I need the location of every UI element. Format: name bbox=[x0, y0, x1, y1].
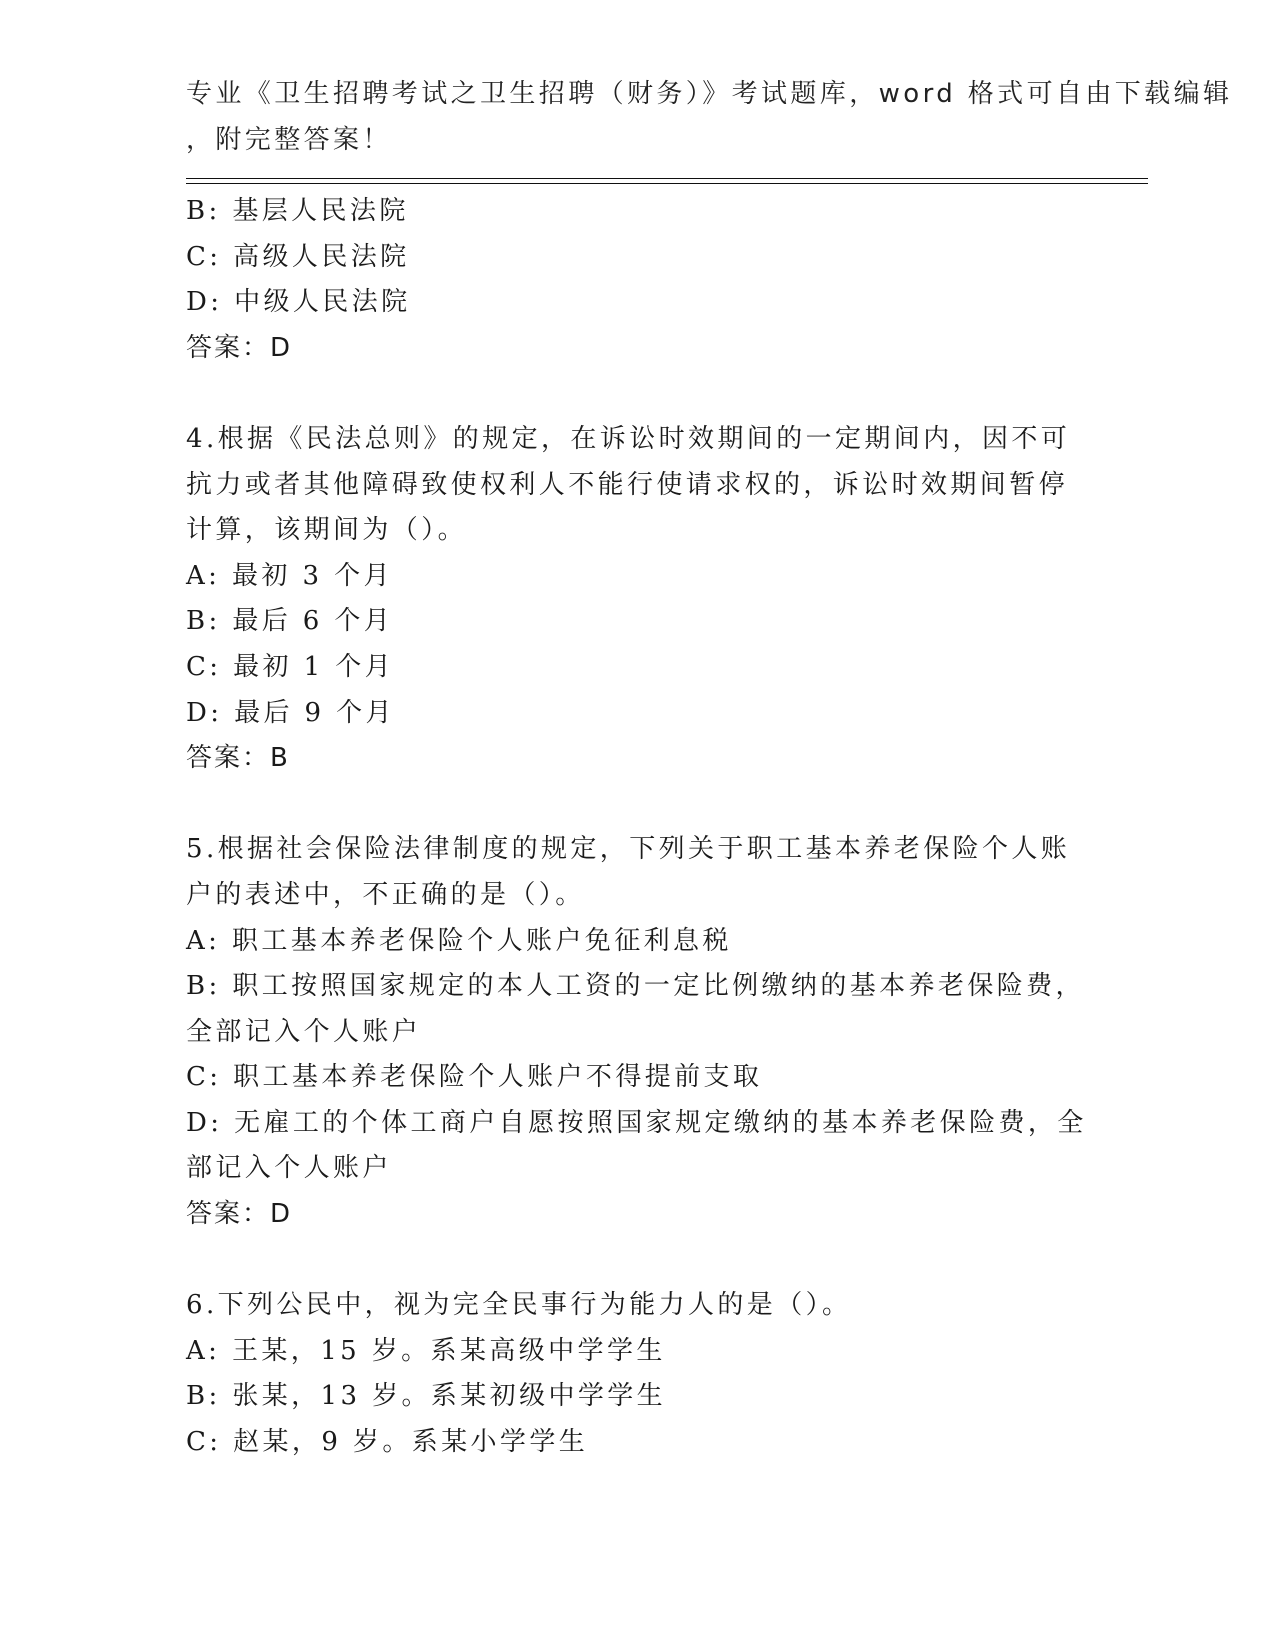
q5-option-d-line: D: 无雇工的个体工商户自愿按照国家规定缴纳的基本养老保险费，全 bbox=[186, 1107, 1087, 1138]
q4-stem-line: 抗力或者其他障碍致使权利人不能行使请求权的，诉讼时效期间暂停 bbox=[186, 469, 1069, 500]
q6-option-b: B: 张某，13 岁。系某初级中学学生 bbox=[186, 1381, 667, 1412]
document-header bbox=[186, 72, 1233, 163]
q3-option-c: C: 高级人民法院 bbox=[186, 241, 410, 272]
header-rule-top bbox=[186, 178, 1148, 179]
q5-option-a: A: 职工基本养老保险个人账户免征利息税 bbox=[186, 925, 732, 956]
q4-option-a: A: 最初 3 个月 bbox=[186, 560, 393, 591]
spacer bbox=[186, 782, 1086, 828]
q5-stem-line: 户的表述中，不正确的是（）。 bbox=[186, 879, 585, 910]
q6-option-a: A: 王某，15 岁。系某高级中学学生 bbox=[186, 1335, 666, 1366]
q4-stem-line: 4.根据《民法总则》的规定，在诉讼时效期间的一定期间内，因不可 bbox=[186, 423, 1071, 454]
q4-option-b: B: 最后 6 个月 bbox=[186, 606, 394, 637]
q3-answer: 答案：D bbox=[186, 332, 293, 363]
q5-option-d-line: 部记入个人账户 bbox=[186, 1153, 392, 1184]
q6-stem: 6.下列公民中，视为完全民事行为能力人的是（）。 bbox=[186, 1290, 852, 1321]
q4-stem-line: 计算，该期间为（）。 bbox=[186, 515, 468, 546]
header-rule-bottom bbox=[186, 183, 1148, 184]
q5-option-c: C: 职工基本养老保险个人账户不得提前支取 bbox=[186, 1062, 763, 1093]
header-line-2: ，附完整答案！ bbox=[186, 124, 392, 155]
q3-option-b: B: 基层人民法院 bbox=[186, 196, 409, 226]
spacer bbox=[186, 371, 1086, 417]
question-content bbox=[186, 189, 1086, 1466]
spacer bbox=[186, 1238, 1086, 1284]
q5-option-b-line: B: 职工按照国家规定的本人工资的一定比例缴纳的基本养老保险费， bbox=[186, 971, 1085, 1002]
q4-option-d: D: 最后 9 个月 bbox=[186, 697, 395, 728]
header-line-1: 专业《卫生招聘考试之卫生招聘（财务）》考试题库，word 格式可自由下载编辑 bbox=[186, 79, 1233, 109]
question-3 bbox=[186, 189, 1086, 371]
q4-answer: 答案：B bbox=[186, 743, 290, 774]
q6-option-c: C: 赵某，9 岁。系某小学学生 bbox=[186, 1427, 589, 1458]
q5-option-b-line: 全部记入个人账户 bbox=[186, 1016, 422, 1047]
q5-answer: 答案：D bbox=[186, 1199, 293, 1230]
question-5 bbox=[186, 827, 1086, 1237]
question-4 bbox=[186, 417, 1086, 782]
q5-stem-line: 5.根据社会保险法律制度的规定，下列关于职工基本养老保险个人账 bbox=[186, 834, 1071, 865]
q3-option-d: D: 中级人民法院 bbox=[186, 287, 411, 318]
q4-option-c: C: 最初 1 个月 bbox=[186, 651, 394, 682]
question-6 bbox=[186, 1283, 1086, 1465]
